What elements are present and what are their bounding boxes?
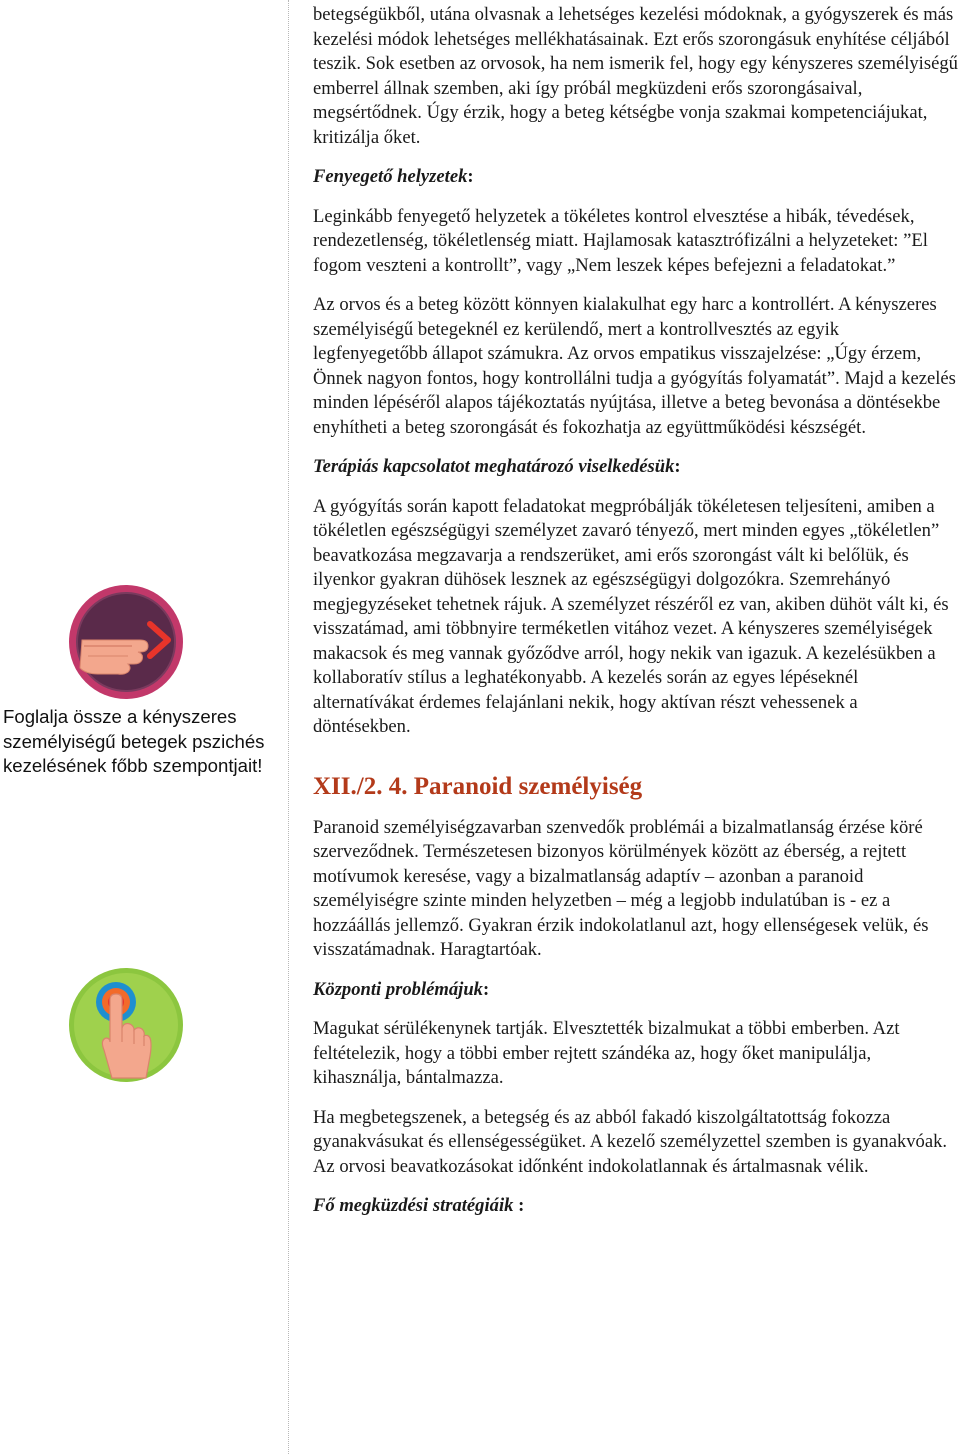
therapy-heading-text: Terápiás kapcsolatot meghatározó viselkedésük xyxy=(313,456,675,477)
section-title: XII./2. 4. Paranoid személyiség xyxy=(313,772,643,800)
main-content xyxy=(313,0,958,1219)
threat-paragraph-1: Leginkább fenyegető helyzetek a tökéletes kontrol elvesztése a hibák, tévedések, rendezetlenség, tökéletlenség miatt. Hajlamosak katasztrófizálni a helyzeteket: ”El fogom veszteni a kontrollt”, vagy „Nem leszek képes befejezni a feladatokat.” xyxy=(313,205,928,276)
stop-hand-icon xyxy=(68,584,184,700)
therapy-heading-colon: : xyxy=(674,456,681,477)
section-intro: Paranoid személyiségzavarban szenvedők problémái a bizalmatlanság érzése köré szerveződnek. Természetesen bizonyos körülmények között az éberség, a rejtett motívumok keresése, vagy a bizalmatlanság adaptív – azonban a paranoid személyiségre szinte minden helyzetben – még a legjobb indulatúban is - ez a hozzáállás jellemző. Gyakran érzik indokolatlanul azt, hogy ellenségesek velük, és visszatámadnak. Haragtartóak. xyxy=(313,816,929,960)
central-heading-text: Központi problémájuk xyxy=(313,978,483,1000)
coping-heading xyxy=(313,1194,958,1219)
therapy-paragraph: A gyógyítás során kapott feladatokat megpróbálják tökéletesen teljesíteni, amiben a tökéletlen egészségügyi személyzet zavaró tényező, mert minden egyes „tökéletlen” beavatkozása megzavarja a rendszerüket, ami erős szorongást vált ki belőlük, és ilyenkor gyakran dühösek lesznek az egészségügyi dolgozókra. Szemrehányó megjegyzéseket tehetnek rájuk. A személyzet részéről ez van, akiben dühöt vált ki, és visszatámad, ami többnyire terméketlen vitához vezet. A kényszeres személyiségek makacsok és meg vannak győződve arról, hogy nekik van igazuk. A kezelésükben a kollaboratív stílus a leghatékonyabb. A kezelés során az egyes lépéseknél alternatívákat érdemes felajánlani nekik, hogy aktívan részt vehessenek a döntésekben. xyxy=(313,495,949,737)
central-paragraph-2: Ha megbetegszenek, a betegség és az abból fakadó kiszolgáltatottság fokozza gyanakvásukat és ellenségességüket. A kezelő személyzettel szemben is gyanakvóak. Az orvosi beavatkozásokat időnként indokolatlannak és ártalmasnak vélik. xyxy=(313,1106,948,1177)
coping-heading-text: Fő megküzdési stratégiáik xyxy=(313,1195,514,1216)
column-divider xyxy=(288,0,289,1454)
touch-finger-icon xyxy=(68,966,184,1084)
threat-heading-colon: : xyxy=(467,166,474,187)
threat-paragraph-2: Az orvos és a beteg között könnyen kialakulhat egy harc a kontrollért. A kényszeres személyiségű betegeknél ez kerülendő, mert a kontrollvesztés az egyik legfenyegetőbb állapot számukra. Az orvos empatikus visszajelzése: „Úgy érzem, Önnek nagyon fontos, hogy kontrollálni tudja a gyógyítás folyamatát”. Majd a kezelés minden lépéséről alapos tájékoztatás nyújtása, illetve a beteg bevonása a döntésekbe enyhítheti a beteg szorongását és fokozhatja az együttműködési készségét. xyxy=(313,294,956,438)
intro-paragraph: betegségükből, utána olvasnak a lehetséges kezelési módoknak, a gyógyszerek és más kezelési módok lehetséges mellékhatásainak. Ezt erős szorongásuk enyhítése céljából teszik. Sok esetben az orvosok, ha nem ismerik fel, hogy egy kényszeres személyiségű emberrel állnak szemben, aki így próbál megküzdeni erős szorongásaival, megsértődnek. Úgy érzik, hogy a beteg kétségbe vonja szakmai kompetenciájukat, kritizálja őket. xyxy=(313,4,958,148)
coping-heading-colon: : xyxy=(513,1195,525,1216)
task-prompt: Foglalja össze a kényszeres személyiségű betegek pszichés kezelésének főbb szempontjait! xyxy=(3,706,265,776)
threat-heading xyxy=(313,165,958,190)
margin-sidebar xyxy=(0,0,288,1454)
central-heading xyxy=(313,978,958,1003)
threat-heading-text: Fenyegető helyzetek xyxy=(313,166,468,187)
central-paragraph-1: Magukat sérülékenynek tartják. Elvesztették bizalmukat a többi emberben. Azt feltételezik, hogy a többi ember rejtett szándéka az, hogy őket manipulálja, kihasználja, bántalmazza. xyxy=(313,1018,900,1088)
therapy-heading xyxy=(313,455,958,480)
central-heading-colon: : xyxy=(482,978,490,1000)
